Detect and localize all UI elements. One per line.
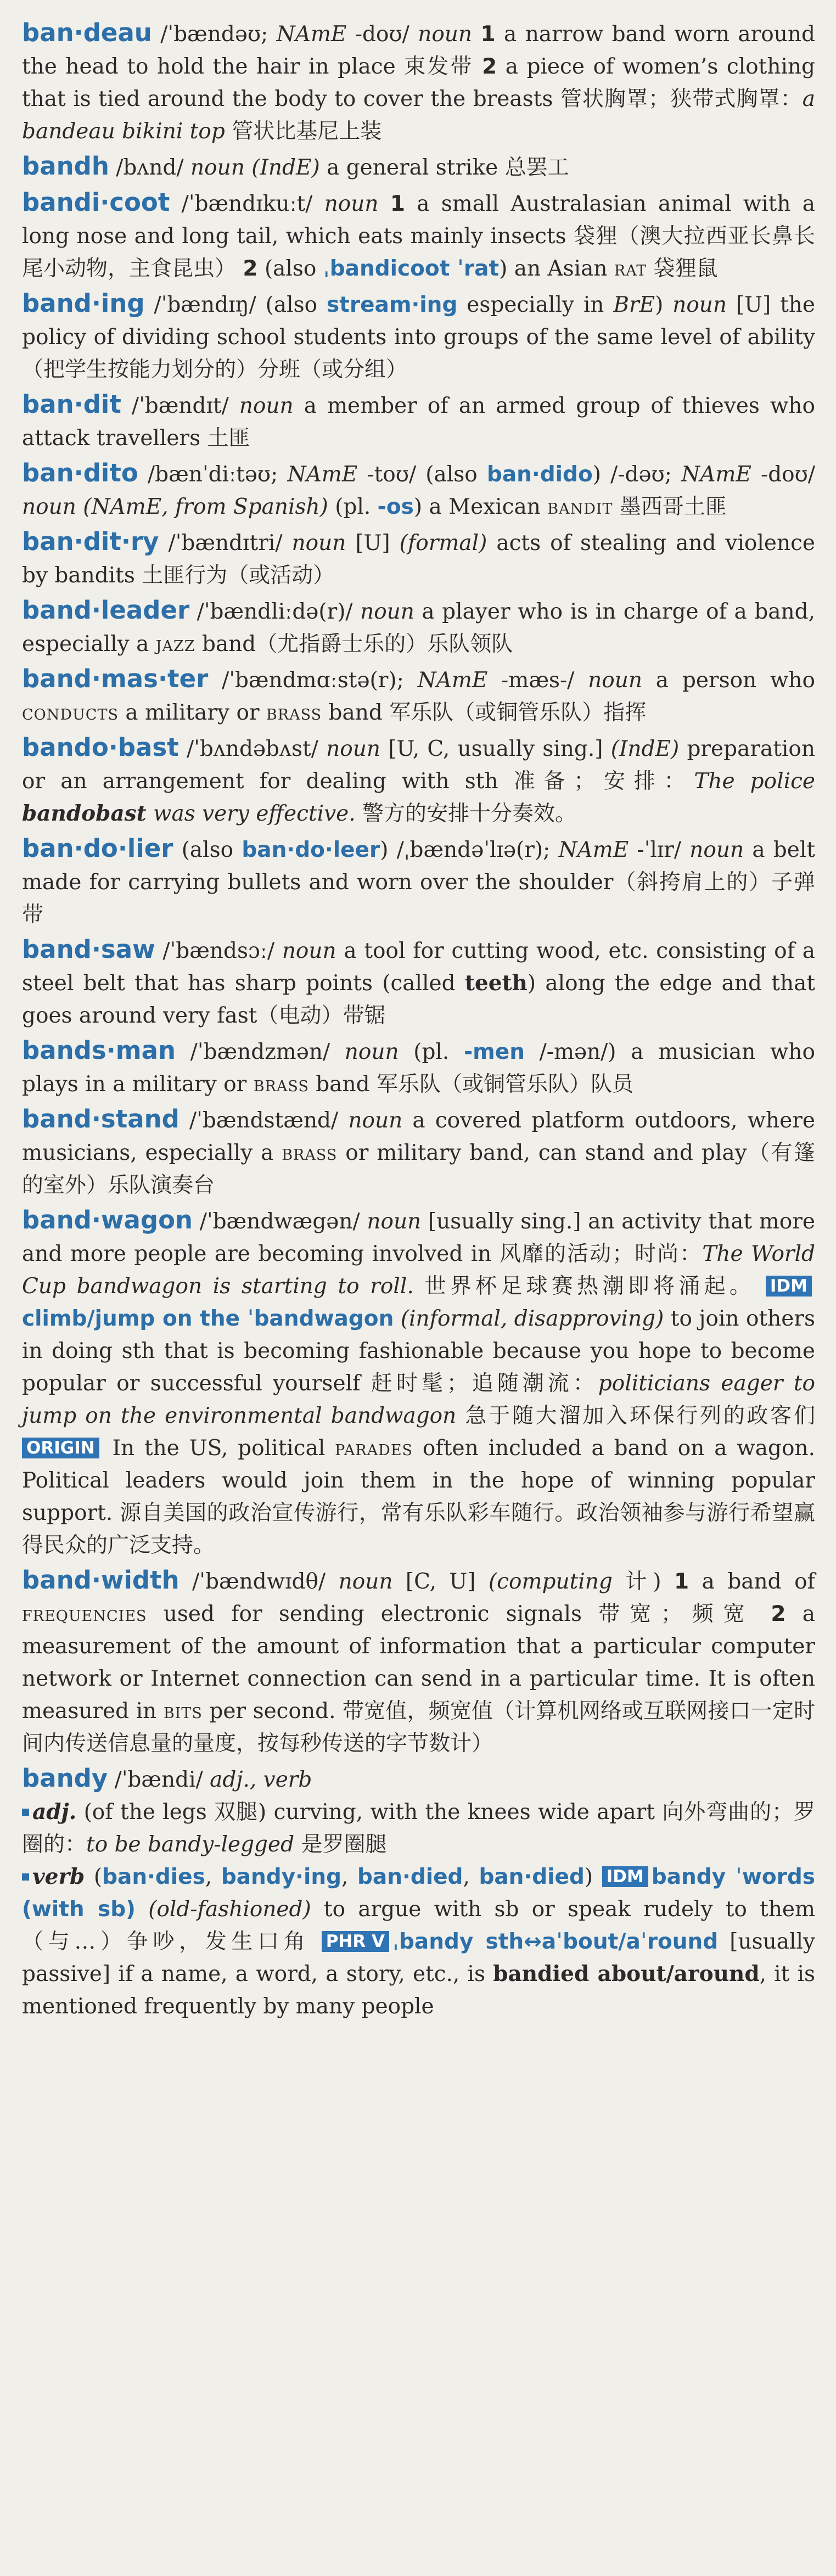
entry-bandito	[22, 457, 815, 523]
plural-form: -os	[377, 495, 414, 519]
definition: a small Australasian animal with a long nose and long tail, which eats mainly insects 袋狸（澳大拉西亚长鼻长尾小动物，主食昆虫）	[22, 192, 815, 281]
definition: or military band, can stand and play（有篷的室外）乐队演奏台	[22, 1141, 816, 1198]
example: a bandeau bikini top	[22, 87, 815, 144]
origin-label: (NAmE, from Spanish)	[76, 495, 328, 519]
subject-label: (computing	[488, 1569, 613, 1594]
pronunciation-us: -toʊ/ (also	[357, 462, 487, 487]
headword: band·wagon	[22, 1205, 193, 1234]
defined-term: teeth	[464, 970, 528, 996]
entry-bandsman	[22, 1034, 815, 1101]
definition: )	[655, 293, 673, 317]
entry-bandsaw	[22, 933, 815, 1032]
entry-bandwagon	[22, 1204, 815, 1562]
definition: the policy of dividing school students into groups of the same level of ability（把学生按能力划分的）分班（或分组）	[22, 293, 815, 382]
headword: bandy	[22, 1764, 108, 1793]
pronunciation: /ˈbændɪŋ/	[144, 293, 266, 317]
part-of-speech: noun	[689, 838, 744, 862]
definition: a general strike 总罢工	[319, 155, 569, 180]
example-keyword: bandobast	[22, 801, 147, 826]
pronunciation: /ˈbændliːdə(r)/	[189, 599, 361, 624]
cross-reference: parades	[335, 1436, 413, 1461]
plural-form: -men	[463, 1040, 525, 1064]
verb-form: ban·died	[479, 1865, 585, 1889]
entry-bandy	[22, 1762, 815, 2023]
pronunciation-us: -mæs-/	[487, 668, 588, 693]
pronunciation: /ˈbændɪkuːt/	[170, 192, 324, 216]
defined-term: bandied about/around	[493, 1961, 760, 1986]
definition: a narrow band worn around the head to hold the hair in place 束发带	[22, 22, 815, 79]
pronunciation: /ˈbændwɪdθ/	[179, 1569, 339, 1594]
example-translation: 警方的安排十分奏效。	[355, 801, 577, 826]
bandy-header	[22, 1762, 815, 1796]
example-translation: 是罗圈腿	[294, 1832, 387, 1857]
headword: bandh	[22, 151, 109, 181]
origin-label-box: ORIGIN	[22, 1438, 99, 1458]
pos-block-label: adj.	[32, 1799, 77, 1825]
pronunciation: /-mən/)	[525, 1040, 631, 1064]
plural-label: (pl.	[399, 1040, 464, 1064]
register-label: (informal, disapproving)	[394, 1306, 664, 1331]
headword: ban·deau	[22, 18, 152, 47]
definition: if a name, a word, a story, etc., is	[110, 1962, 493, 1986]
entry-bandstand	[22, 1103, 815, 1202]
idiom: bandy ˈwords (with sb)	[22, 1865, 816, 1922]
example: politicians eager to jump on the environmental bandwagon	[22, 1371, 815, 1428]
register-label: (formal)	[399, 531, 487, 555]
entry-banditry	[22, 525, 815, 592]
headword: band·leader	[22, 596, 190, 625]
part-of-speech: adj., verb	[210, 1767, 312, 1792]
idiom-label-box: IDM	[602, 1866, 648, 1887]
definition: to join others in doing sth that is becoming fashionable because you hope to become popular or successful yourself 赶时髦；追随潮流：	[22, 1306, 816, 1396]
headword: ban·dito	[22, 458, 138, 487]
part-of-speech: noun	[282, 939, 336, 963]
pronunciation: /ˈbændwægən/	[193, 1209, 367, 1234]
headword: band·width	[22, 1565, 179, 1595]
definition: acts of stealing and violence by bandits 土匪行为（或活动）	[22, 531, 816, 588]
definition: used for sending electronic signals 带宽；频宽	[147, 1602, 771, 1626]
definition: a covered platform outdoors, where musicians, especially a	[22, 1108, 815, 1165]
bandy-adj-block	[22, 1796, 815, 1861]
entry-bandicoot	[22, 186, 815, 285]
pronunciation-us: -ˈlɪr/	[629, 838, 690, 862]
cross-reference: brass	[253, 1072, 309, 1097]
region-label: NAmE	[276, 22, 347, 47]
definition: a piece of women’s clothing that is tied around the body to cover the breasts 管状胸罩；狭带式胸罩：	[22, 54, 815, 111]
definition: (of the legs 双腿) curving, with the knees wide apart 向外弯曲的；罗圈的：	[22, 1800, 815, 1857]
part-of-speech: noun	[338, 1569, 393, 1594]
example: was very effective.	[146, 801, 356, 826]
entry-bandmaster	[22, 663, 815, 729]
headword: ban·do·lier	[22, 834, 173, 863]
sense-number: 2	[771, 1602, 786, 1626]
definition: band 军乐队（或铜管乐队）队员	[308, 1072, 633, 1097]
region-label: (IndE)	[610, 737, 680, 761]
part-of-speech: noun	[22, 495, 76, 519]
headword: band·stand	[22, 1104, 179, 1133]
phrasal-verb: ˌbandy sth↔aˈbout/aˈround	[392, 1929, 719, 1954]
definition: (also	[173, 838, 242, 862]
entry-bandeau	[22, 16, 815, 148]
headword: bandi·coot	[22, 188, 170, 217]
pronunciation: /bænˈdiːtəʊ;	[138, 462, 288, 487]
sense-number: 2	[482, 54, 497, 79]
phrasal-verb-label-box: PHR V	[322, 1931, 389, 1952]
part-of-speech: noun	[348, 1108, 403, 1133]
square-bullet-icon	[22, 1809, 29, 1816]
grammar-label: [U, C, usually sing.]	[380, 737, 611, 761]
region-label: NAmE	[558, 838, 629, 862]
example: The police	[694, 769, 815, 794]
idiom-label-box: IDM	[766, 1276, 812, 1297]
sense-number: 1	[390, 192, 405, 216]
entry-banding	[22, 287, 815, 386]
part-of-speech: noun	[672, 293, 727, 317]
region-label: NAmE	[287, 462, 358, 487]
cross-reference: jazz	[155, 632, 195, 656]
verb-form: ban·died	[357, 1865, 463, 1889]
part-of-speech: noun	[324, 192, 379, 216]
definition: preparation or an arrangement for dealing with sth 准备；安排：	[22, 737, 815, 794]
example-translation: 管状比基尼上装	[225, 119, 382, 144]
pronunciation-us: -doʊ/	[346, 22, 418, 47]
part-of-speech: noun	[239, 394, 294, 418]
example-translation: 急于随大溜加入环保行列的政客们	[456, 1404, 815, 1428]
part-of-speech: noun	[588, 668, 642, 693]
origin-note: In the US, political	[102, 1436, 335, 1461]
pronunciation: ) /ˌbændəˈlɪə(r);	[380, 838, 559, 862]
part-of-speech: noun	[291, 531, 346, 555]
headword: ban·dit	[22, 390, 121, 419]
sense-number: 1	[480, 22, 496, 47]
definition: a measurement of the amount of information that a particular computer network or Internet connection can send in a particular time. It is often measured in	[22, 1602, 815, 1724]
pronunciation: /ˈbændɪtri/	[159, 531, 292, 555]
headword: band·mas·ter	[22, 664, 209, 693]
bandy-verb-block: verb (ban·dies, bandy·ing, ban·died, ban·died) IDM bandy ˈwords (with sb) (old-fashioned) to argue with sb or speak rudely to them（与…）争吵，发生口角 PHR V ˌbandy sth↔aˈbout/aˈround [usually passive] if a name, a word, a story, etc., is bandied about/around, it is mentioned frequently by many people	[22, 1864, 816, 2019]
definition: band（尤指爵士乐的）乐队领队	[195, 632, 513, 656]
pos-block-label: verb	[32, 1864, 85, 1889]
region-label: NAmE	[681, 462, 751, 487]
square-bullet-icon	[22, 1873, 29, 1881]
pronunciation: /ˈbændmɑːstə(r);	[208, 668, 418, 693]
definition: 墨西哥土匪	[613, 495, 727, 519]
cross-reference: conducts	[22, 700, 119, 725]
pronunciation: /ˈbʌndəbʌst/	[178, 737, 327, 761]
entry-bandleader	[22, 594, 815, 660]
definition: a member of an armed group of thieves who attack travellers 土匪	[22, 394, 815, 451]
definition: (also	[265, 293, 327, 317]
definition: especially in	[457, 293, 614, 317]
part-of-speech: noun	[418, 22, 473, 47]
sense-number: 2	[243, 256, 258, 281]
region-label: (IndE)	[244, 155, 320, 180]
pronunciation: /ˈbændi/	[108, 1767, 210, 1792]
pronunciation: /ˈbændəʊ;	[160, 22, 277, 47]
cross-reference: bits	[163, 1699, 203, 1724]
example-translation: 世界杯足球赛热潮即将涌起。	[413, 1274, 755, 1299]
region-label: BrE	[613, 293, 655, 317]
register-label: (old-fashioned)	[136, 1897, 311, 1922]
part-of-speech: noun	[344, 1040, 399, 1064]
entry-bandit	[22, 388, 815, 454]
variant-form: ban·do·leer	[242, 838, 380, 862]
headword: band·ing	[22, 289, 145, 318]
definition: ) an Asian	[499, 256, 614, 281]
pronunciation: /ˈbændɪt/	[121, 394, 239, 418]
variant-form: ban·dido	[486, 462, 593, 487]
definition: a person who	[642, 668, 815, 693]
definition: a player who is in charge of a band, especially a	[22, 599, 815, 656]
entry-bandolier	[22, 832, 815, 931]
variant-form: stream·ing	[327, 293, 458, 317]
definition: band 军乐队（或铜管乐队）指挥	[322, 700, 647, 725]
entry-bandobast	[22, 731, 815, 830]
cross-reference: rat	[614, 256, 647, 281]
plural-label: (pl.	[328, 495, 378, 519]
subject-label-cn: 计)	[612, 1569, 661, 1594]
region-label: NAmE	[417, 668, 488, 693]
grammar-label: [U]	[727, 293, 771, 317]
part-of-speech: noun	[367, 1209, 422, 1234]
part-of-speech: noun	[360, 599, 414, 624]
headword: bands·man	[22, 1036, 176, 1065]
variant-form: ˌbandicoot ˈrat	[323, 256, 500, 281]
definition: 袋狸鼠	[647, 256, 718, 281]
definition: , it is mentioned frequently by many people	[22, 1962, 815, 2019]
verb-form: bandy·ing	[221, 1865, 342, 1889]
definition: a band of	[689, 1569, 815, 1594]
cross-reference: brass	[266, 700, 322, 725]
part-of-speech: noun	[326, 737, 380, 761]
definition: per second. 带宽值，频宽值（计算机网络或互联网接口一定时间内传送信息量的量度，按每秒传送的字节数计）	[22, 1699, 815, 1756]
grammar-label: [usually sing.]	[421, 1209, 581, 1234]
grammar-label: [U]	[346, 531, 400, 555]
example: to be bandy-legged	[86, 1832, 295, 1857]
verb-form: ban·dies	[102, 1865, 205, 1889]
definition: a military or	[119, 700, 266, 725]
entry-bandh	[22, 150, 815, 184]
definition: ) along the edge and that goes around very fast（电动）带锯	[22, 971, 816, 1028]
part-of-speech: noun	[190, 155, 245, 180]
definition: a musician who plays in a military or	[22, 1040, 815, 1097]
pronunciation: /bʌnd/	[109, 155, 191, 180]
grammar-label: [C, U]	[392, 1569, 489, 1594]
definition: (also	[257, 256, 323, 281]
definition: to argue with sb or speak rudely to them（与…）争吵，发生口角	[22, 1897, 815, 1954]
pronunciation: /ˈbændstænd/	[179, 1108, 349, 1133]
pronunciation: /ˈbændsɔː/	[155, 939, 282, 963]
idiom: climb/jump on the ˈbandwagon	[22, 1306, 394, 1331]
entry-bandwidth	[22, 1564, 815, 1760]
headword: ban·dit·ry	[22, 527, 159, 556]
sense-number: 1	[674, 1569, 689, 1594]
verb-forms-close: )	[584, 1865, 593, 1889]
definition: a belt made for carrying bullets and worn over the shoulder（斜挎肩上的）子弹带	[22, 838, 815, 927]
definition: ) a Mexican	[413, 495, 548, 519]
headword: band·saw	[22, 935, 155, 964]
origin-note: often included a band on a wagon. Political leaders would join them in the hope of winning popular support. 源自美国的政治宣传游行，常有乐队彩车随行。政治领袖参与游行希望赢得民众的广泛支持。	[22, 1436, 816, 1558]
example: The World Cup bandwagon is starting to roll.	[22, 1242, 816, 1299]
cross-reference: frequencies	[22, 1602, 147, 1626]
verb-forms-open: (	[85, 1865, 103, 1889]
pronunciation-us: -doʊ/	[751, 462, 815, 487]
definition: a tool for cutting wood, etc. consisting of a steel belt that has sharp points (called	[22, 939, 815, 996]
cross-reference: bandit	[547, 495, 613, 519]
pronunciation: /ˈbændzmən/	[176, 1040, 345, 1064]
pronunciation: ) /-dəʊ;	[592, 462, 682, 487]
definition: an activity that more and more people are becoming involved in 风靡的活动；时尚：	[22, 1209, 815, 1266]
grammar-label: [usually passive]	[22, 1929, 816, 1986]
cross-reference: brass	[282, 1141, 338, 1165]
headword: bando·bast	[22, 733, 179, 762]
